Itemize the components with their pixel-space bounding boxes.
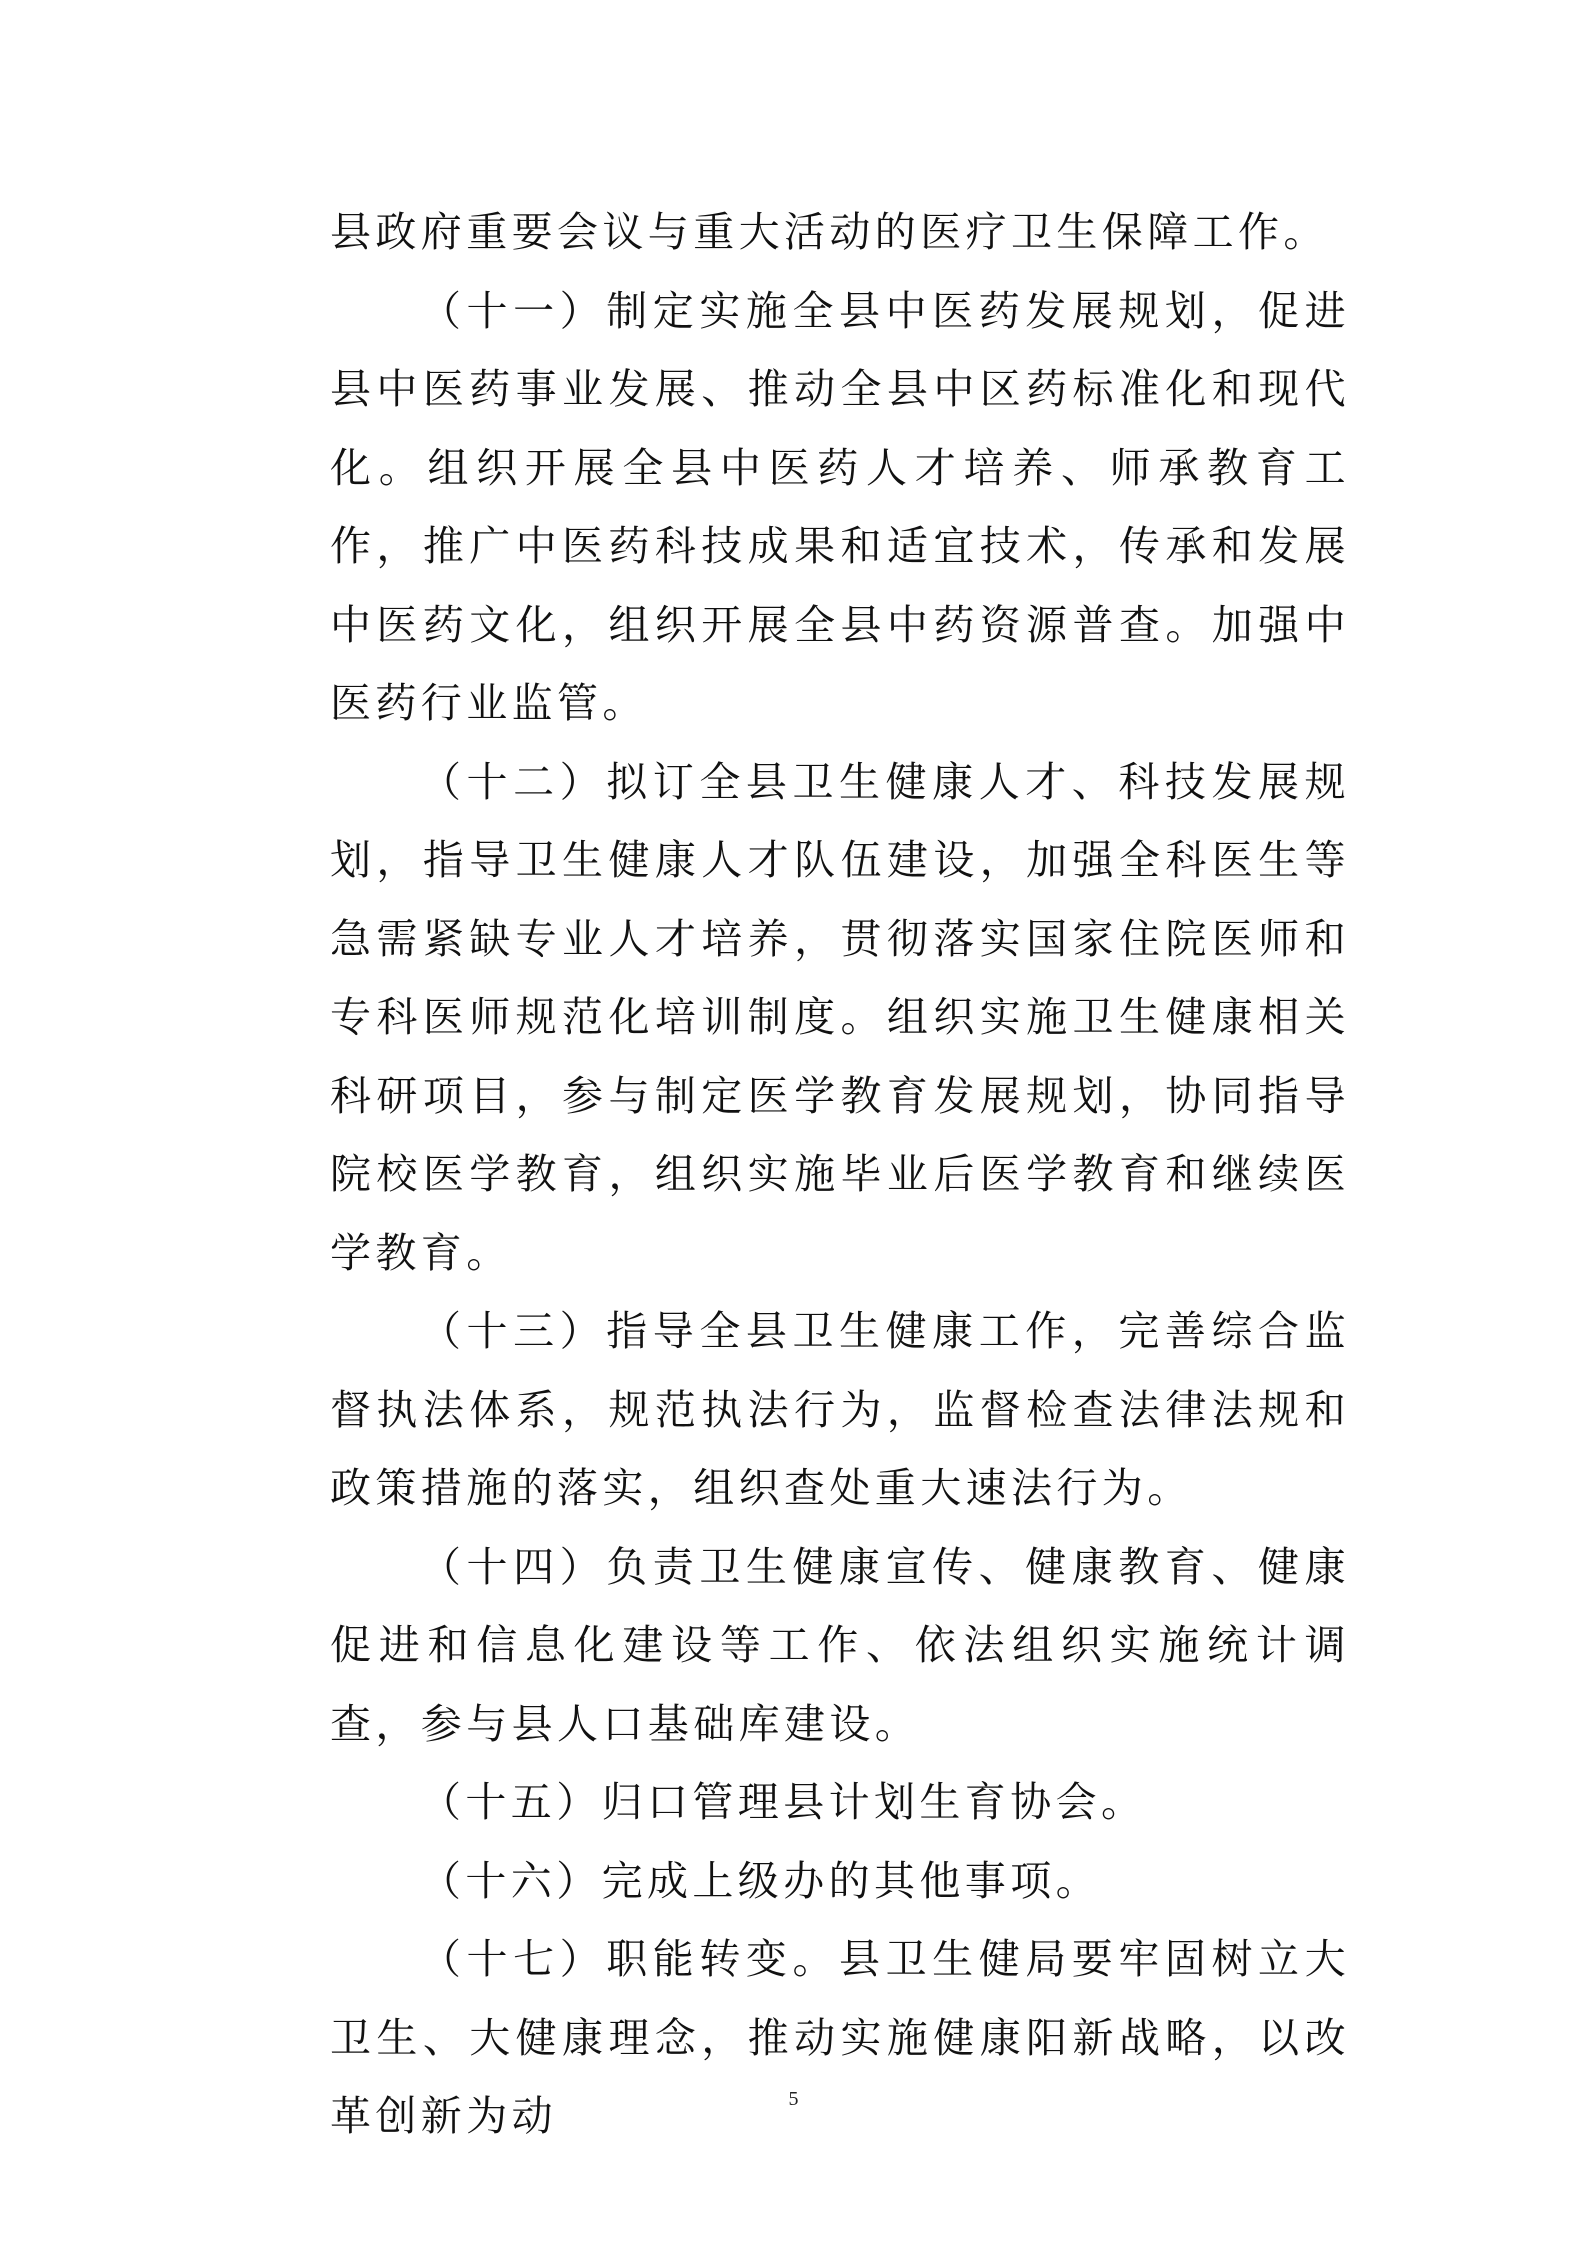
paragraph-continuation: 县政府重要会议与重大活动的医疗卫生保障工作。 bbox=[330, 208, 1329, 256]
paragraph-item-12: （十二）拟订全县卫生健康人才、科技发展规划，指导卫生健康人才队伍建设，加强全科医生等急需紧缺专业人才培养，贯彻落实国家住院医师和专科医师规范化培训制度。组织实施卫生健康相关科研项目，参与制定医学教育发展规划，协同指导院校医学教育，组织实施毕业后医学教育和继续医学教育。 bbox=[330, 757, 1350, 1277]
paragraph-item-17: （十七）职能转变。县卫生健局要牢固树立大卫生、大健康理念，推动实施健康阳新战略，以改革创新为动 bbox=[330, 1935, 1350, 2140]
page-number: 5 bbox=[788, 2088, 799, 2110]
paragraph-item-11: （十一）制定实施全县中医药发展规划，促进县中医药事业发展、推动全县中区药标准化和现代化。组织开展全县中医药人才培养、师承教育工作，推广中医药科技成果和适宜技术，传承和发展中医药文化，组织开展全县中药资源普查。加强中医药行业监管。 bbox=[330, 286, 1350, 727]
paragraph-item-13: （十三）指导全县卫生健康工作，完善综合监督执法体系，规范执法行为，监督检查法律法规和政策措施的落实，组织查处重大速法行为。 bbox=[330, 1307, 1350, 1512]
paragraph-item-15: （十五）归口管理县计划生育协会。 bbox=[420, 1778, 1147, 1826]
document-body bbox=[330, 193, 1350, 2156]
paragraph-item-16: （十六）完成上级办的其他事项。 bbox=[420, 1856, 1101, 1905]
paragraph-item-14: （十四）负责卫生健康宣传、健康教育、健康促进和信息化建设等工作、依法组织实施统计调查，参与县人口基础库建设。 bbox=[330, 1542, 1350, 1748]
